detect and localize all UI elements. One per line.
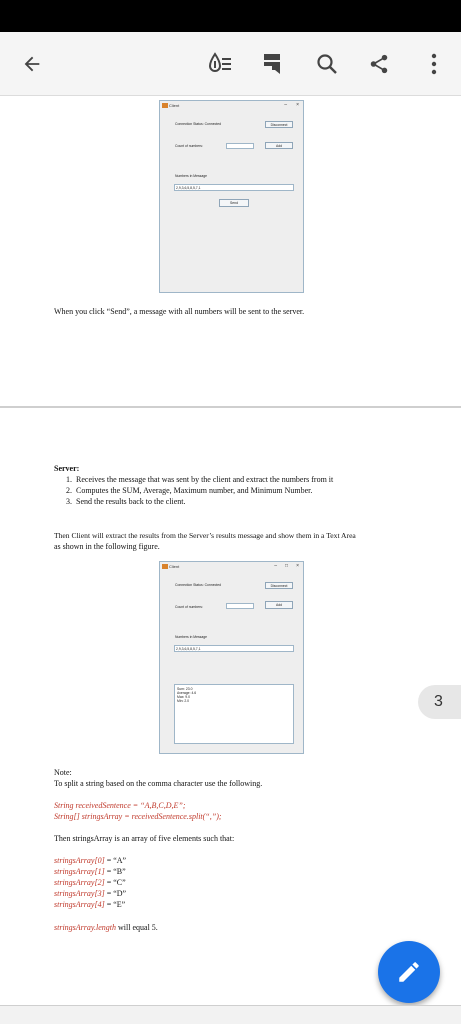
array-val-0: = “A” — [104, 856, 127, 865]
numbers-message-field — [174, 184, 294, 191]
result-sum: Sum: 23.0 — [177, 687, 193, 691]
edit-pencil-icon — [396, 959, 422, 985]
length-text: will equal 5. — [116, 923, 158, 932]
pdf-page-2 — [0, 97, 461, 406]
pdf-page-3 — [0, 408, 461, 1005]
server-step-3-text: Send the results back to the client. — [76, 497, 186, 506]
disconnect-button: Disconnect — [265, 121, 293, 128]
array-code-1: stringsArray[1] — [54, 867, 105, 876]
close-icon: × — [296, 563, 299, 569]
minimize-icon: – — [284, 102, 287, 108]
disconnect-button: Disconnect — [265, 582, 293, 589]
server-step-1: 1. Receives the message that was sent by the client and extract the numbers from it — [66, 475, 334, 484]
result-max: Max: 9.0 — [177, 695, 191, 699]
java-icon — [162, 103, 168, 108]
count-input — [226, 143, 254, 149]
send-button: Send — [219, 199, 249, 207]
server-step-2: 2. Computes the SUM, Average, Maximum number, and Minimum Number. — [66, 486, 313, 495]
reading-mode-icon[interactable] — [202, 46, 238, 82]
page-number-badge — [418, 685, 461, 719]
array-line-4 — [54, 899, 125, 910]
array-code-0: stringsArray[0] — [54, 856, 105, 865]
add-button: Add — [265, 601, 293, 609]
array-code-3: stringsArray[3] — [54, 889, 105, 898]
array-line-3 — [54, 888, 126, 899]
java-icon — [162, 564, 168, 569]
count-input — [226, 603, 254, 609]
bookmark-icon[interactable] — [254, 46, 290, 82]
window-titlebar — [160, 562, 303, 571]
client-results-window-figure — [159, 561, 304, 754]
back-arrow-icon[interactable] — [14, 46, 50, 82]
minimize-icon: – — [274, 563, 277, 569]
app-toolbar — [0, 32, 461, 96]
connection-status-label: Connection Status: Connected — [175, 122, 221, 126]
status-bar — [0, 0, 461, 32]
then-line: Then stringsArray is an array of five elements such that: — [54, 834, 235, 843]
server-step-2-text: Computes the SUM, Average, Maximum number, and Minimum Number. — [76, 486, 313, 495]
note-heading: Note: — [54, 768, 72, 777]
server-heading: Server: — [54, 464, 80, 473]
array-code-4: stringsArray[4] — [54, 900, 105, 909]
more-vert-icon[interactable] — [416, 46, 452, 82]
array-line-0 — [54, 855, 126, 866]
client-paragraph-line-1: Then Client will extract the results from the Server’s results message and show them in a Text Area — [54, 531, 356, 540]
server-step-3: 3. Send the results back to the client. — [66, 497, 186, 506]
count-label: Count of numbers: — [175, 144, 203, 148]
array-val-1: = “B” — [104, 867, 126, 876]
array-val-3: = “D” — [104, 889, 127, 898]
length-code: stringsArray.length — [54, 923, 117, 932]
numbers-message-value: 2,9,3,6,5,8,5,7,1 — [176, 647, 201, 651]
result-average: Average: 4.6 — [177, 691, 197, 695]
numbers-message-value: 2,9,3,6,5,8,5,7,1 — [176, 186, 201, 190]
window-title: Client — [169, 103, 180, 108]
array-val-4: = “E” — [104, 900, 126, 909]
caption-text: When you click “Send”, a message with all numbers will be sent to the server. — [54, 307, 305, 316]
results-text-area — [174, 684, 294, 744]
edit-fab-button[interactable] — [378, 941, 440, 1003]
numbers-message-label: Numbers in Message — [175, 174, 208, 178]
next-page-edge — [0, 1005, 461, 1024]
array-line-1 — [54, 866, 126, 877]
array-line-2 — [54, 877, 126, 888]
result-min: Min: 2.0 — [177, 699, 190, 703]
share-icon[interactable] — [361, 46, 397, 82]
code-line-1: String receivedSentence = “A,B,C,D,E”; — [54, 801, 186, 810]
add-button: Add — [265, 142, 293, 149]
array-val-2: = “C” — [104, 878, 126, 887]
window-titlebar — [160, 101, 303, 110]
search-icon[interactable] — [309, 46, 345, 82]
code-line-2: String[] stringsArray = receivedSentence.split(“,”); — [54, 812, 222, 821]
count-label: Count of numbers: — [175, 605, 203, 609]
numbers-message-field — [174, 645, 294, 652]
array-code-2: stringsArray[2] — [54, 878, 105, 887]
page-number: 3 — [434, 693, 443, 710]
close-icon: × — [296, 102, 299, 108]
numbers-message-label: Numbers in Message — [175, 635, 208, 639]
client-paragraph-line-2: as shown in the following figure. — [54, 542, 160, 551]
connection-status-label: Connection Status: Connected — [175, 583, 221, 587]
maximize-icon: □ — [284, 563, 288, 569]
note-line: To split a string based on the comma character use the following. — [54, 779, 263, 788]
server-step-1-text: Receives the message that was sent by the client and extract the numbers from it — [76, 475, 334, 484]
client-window-figure — [159, 100, 304, 293]
length-line — [54, 922, 158, 933]
window-title: Client — [169, 564, 180, 569]
